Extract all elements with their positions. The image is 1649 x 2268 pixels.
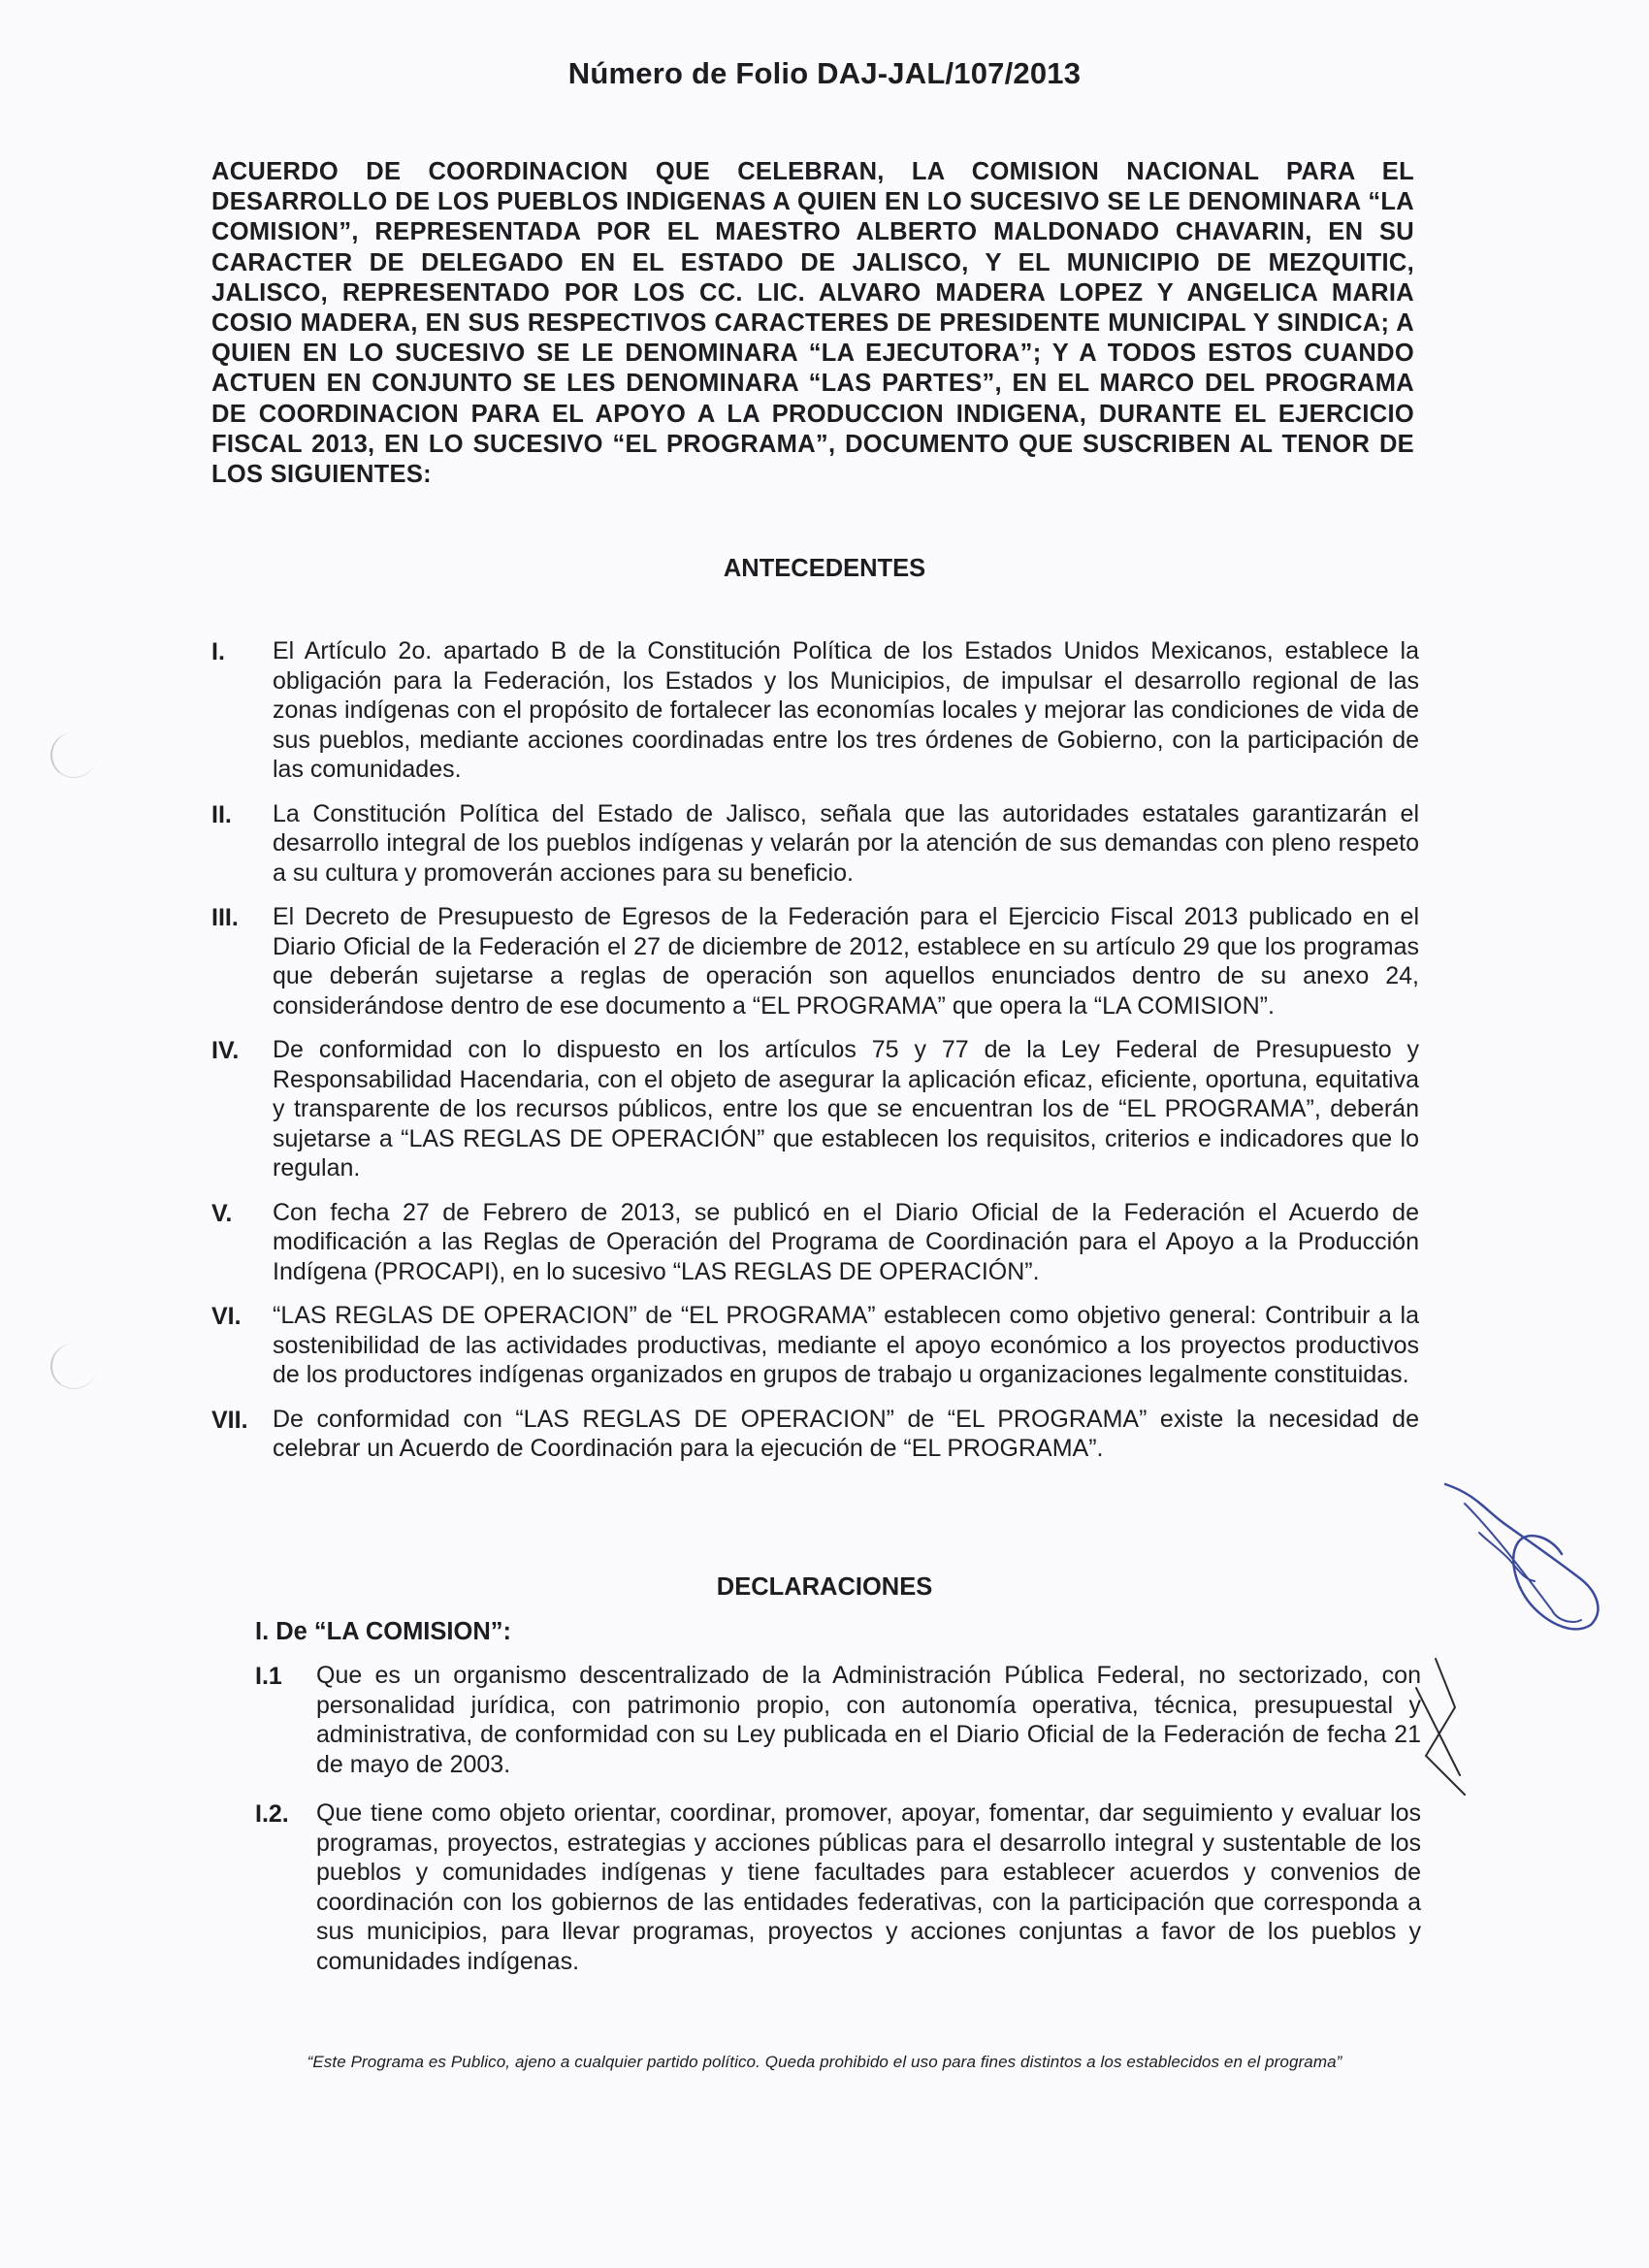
antecedente-number: III.: [211, 904, 239, 931]
declaraciones-list: [255, 1661, 1421, 1995]
margin-signature-icon: [1397, 1649, 1474, 1824]
antecedente-number: VI.: [211, 1303, 242, 1330]
antecedente-text: De conformidad con “LAS REGLAS DE OPERACION” de “EL PROGRAMA” existe la necesidad de celebrar un Acuerdo de Coordinación para la ejecución de “EL PROGRAMA”.: [273, 1405, 1419, 1462]
declaracion-number: I.2.: [255, 1800, 289, 1828]
footer-disclaimer: “Este Programa es Publico, ajeno a cualquier partido político. Queda prohibido el uso para fines distintos a los establecidos en el programa”: [307, 2053, 1342, 2071]
declaracion-item: [255, 1661, 1421, 1779]
declaracion-item: [255, 1798, 1421, 1976]
antecedente-item: [211, 1035, 1419, 1183]
antecedente-number: V.: [211, 1199, 233, 1227]
declaracion-text: Que tiene como objeto orientar, coordinar, promover, apoyar, fomentar, dar seguimiento y evaluar los programas, proyectos, estrategias y acciones públicas para el desarrollo integral y sustentable de los pueblos y comunidades indígenas y tiene facultades para establecer acuerdos y convenios de coordinación con los gobiernos de las entidades federativas, con la participación que corresponda a sus municipios, para llevar programas, proyectos y acciones conjuntas a favor de los pueblos y comunidades indígenas.: [316, 1799, 1421, 1975]
antecedentes-heading: ANTECEDENTES: [723, 555, 926, 582]
antecedente-number: I.: [211, 638, 225, 665]
declaraciones-heading: DECLARACIONES: [716, 1573, 933, 1601]
signature-scribble-icon: [1436, 1465, 1610, 1639]
declaraciones-subheading: I. De “LA COMISION”:: [255, 1618, 511, 1645]
antecedente-text: “LAS REGLAS DE OPERACION” de “EL PROGRAMA” establecen como objetivo general: Contribuir a la sostenibilidad de las actividades productivas, mediante el apoyo económico a los proyectos productivos de los productores indígenas organizados en grupos de trabajo u organizaciones legalmente constituidas.: [273, 1302, 1419, 1388]
antecedente-item: [211, 1301, 1419, 1390]
punch-hole-mark: [50, 1344, 97, 1389]
punch-hole-mark: [50, 732, 97, 778]
antecedente-text: La Constitución Política del Estado de Jalisco, señala que las autoridades estatales garantizarán el desarrollo integral de los pueblos indígenas y velarán por la atención de sus demandas con pleno respeto a su cultura y promoverán acciones para su beneficio.: [273, 799, 1419, 887]
antecedente-item: [211, 1405, 1419, 1464]
antecedente-text: El Decreto de Presupuesto de Egresos de la Federación para el Ejercicio Fiscal 2013 publicado en el Diario Oficial de la Federación el 27 de diciembre de 2012, establece en su artículo 29 que los programas que deberán sujetarse a reglas de operación son aquellos enunciados dentro de su anexo 24, considerándose dentro de ese documento a “EL PROGRAMA” que opera la “LA COMISION”.: [273, 903, 1419, 1020]
antecedente-text: De conformidad con lo dispuesto en los artículos 75 y 77 de la Ley Federal de Presupuesto y Responsabilidad Hacendaria, con el objeto de asegurar la aplicación eficaz, eficiente, oportuna, equitativa y transparente de los recursos públicos, entre los que se encuentran los de “EL PROGRAMA”, deberán sujetarse a “LAS REGLAS DE OPERACIÓN” que establecen los requisitos, criterios e indicadores que lo regulan.: [273, 1036, 1419, 1182]
antecedente-item: [211, 902, 1419, 1021]
folio-number: Número de Folio DAJ-JAL/107/2013: [567, 56, 1082, 90]
antecedente-item: [211, 636, 1419, 785]
antecedente-text: El Artículo 2o. apartado B de la Constitución Política de los Estados Unidos Mexicanos, establece la obligación para la Federación, los Estados y los Municipios, de impulsar el desarrollo regional de las zonas indígenas con el propósito de fortalecer las economías locales y mejorar las condiciones de vida de sus pueblos, mediante acciones coordinadas entre los tres órdenes de Gobierno, con la participación de las comunidades.: [273, 637, 1419, 783]
antecedentes-list: [211, 636, 1419, 1478]
antecedente-number: VII.: [211, 1406, 248, 1434]
declaracion-text: Que es un organismo descentralizado de la Administración Pública Federal, no sectorizado, con personalidad jurídica, con patrimonio propio, con autonomía operativa, técnica, presupuestal y administrativa, de conformidad con su Ley publicada en el Diario Oficial de la Federación de fecha 21 de mayo de 2003.: [316, 1662, 1421, 1778]
antecedente-item: [211, 799, 1419, 889]
antecedente-text: Con fecha 27 de Febrero de 2013, se publicó en el Diario Oficial de la Federación el Acuerdo de modificación a las Reglas de Operación del Programa de Coordinación para el Apoyo a la Producción Indígena (PROCAPI), en lo sucesivo “LAS REGLAS DE OPERACIÓN”.: [273, 1198, 1419, 1285]
agreement-intro: ACUERDO DE COORDINACION QUE CELEBRAN, LA COMISION NACIONAL PARA EL DESARROLLO DE LOS PUEBLOS INDIGENAS A QUIEN EN LO SUCESIVO SE LE DENOMINARA “LA COMISION”, REPRESENTADA POR EL MAESTRO ALBERTO MALDONADO CHAVARIN, EN SU CARACTER DE DELEGADO EN EL ESTADO DE JALISCO, Y EL MUNICIPIO DE MEZQUITIC, JALISCO, REPRESENTADO POR LOS CC. LIC. ALVARO MADERA LOPEZ Y ANGELICA MARIA COSIO MADERA, EN SUS RESPECTIVOS CARACTERES DE PRESIDENTE MUNICIPAL Y SINDICA; A QUIEN EN LO SUCESIVO SE LE DENOMINARA “LA EJECUTORA”; Y A TODOS ESTOS CUANDO ACTUEN EN CONJUNTO SE LES DENOMINARA “LAS PARTES”, EN EL MARCO DEL PROGRAMA DE COORDINACION PARA EL APOYO A LA PRODUCCION INDIGENA, DURANTE EL EJERCICIO FISCAL 2013, EN LO SUCESIVO “EL PROGRAMA”, DOCUMENTO QUE SUSCRIBEN AL TENOR DE LOS SIGUIENTES:: [211, 158, 1414, 489]
declaracion-number: I.1: [255, 1663, 282, 1690]
antecedente-number: IV.: [211, 1037, 240, 1064]
antecedente-number: II.: [211, 800, 232, 828]
antecedente-item: [211, 1198, 1419, 1287]
